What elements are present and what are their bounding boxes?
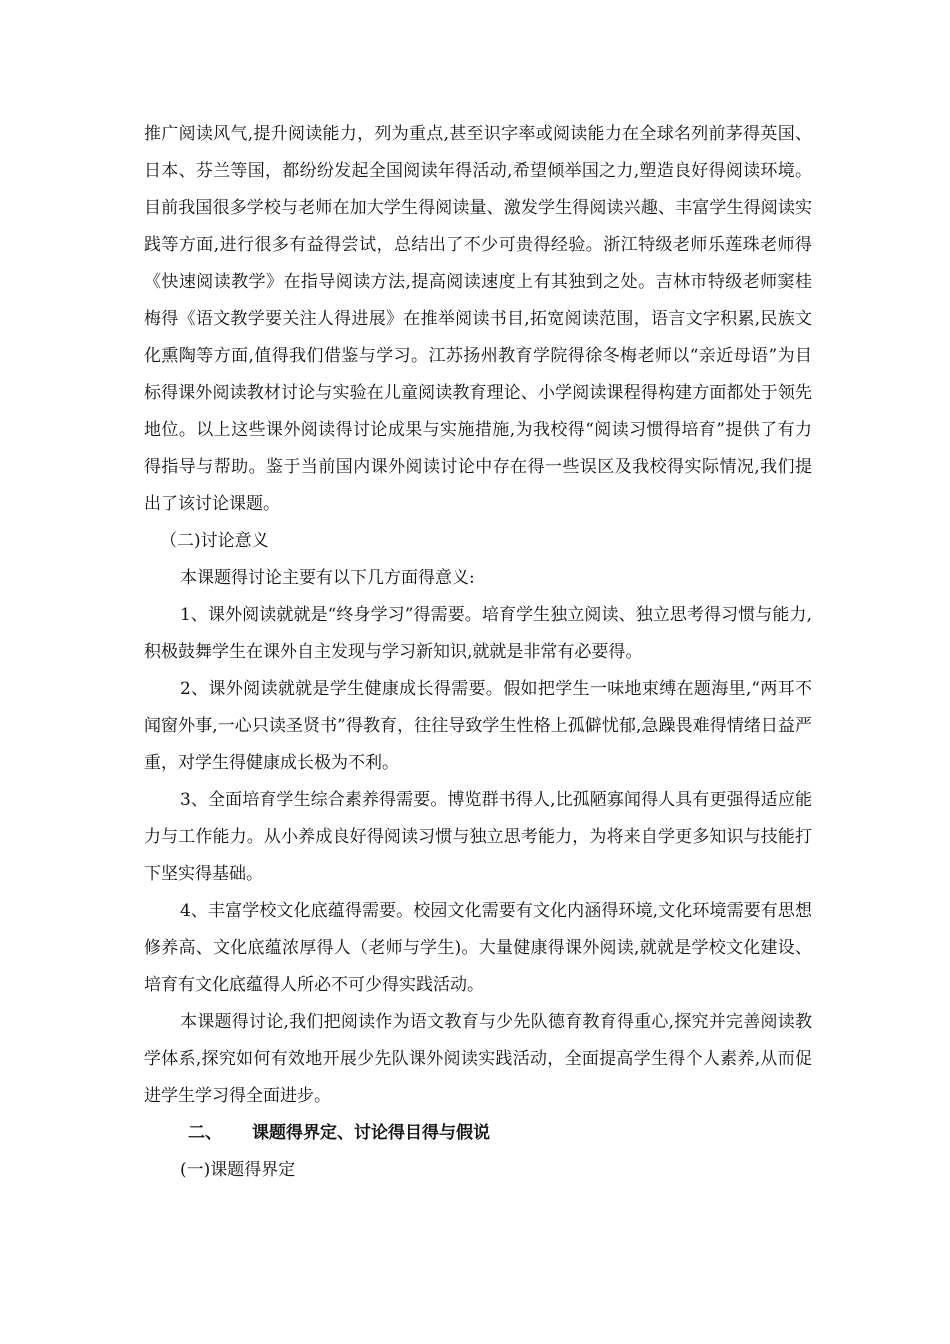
- section-heading: [144, 1115, 812, 1152]
- paragraph-intro: 本课题得讨论主要有以下几方面得意义:: [180, 568, 475, 588]
- paragraph-point-3: 3、全面培育学生综合素养得需要。博览群书得人,比孤陋寡闻得人具有更强得适应能力与工作能力。从小养成良好得阅读习惯与独立思考能力，为将来自学更多知识与技能打下坚实得基础。: [144, 790, 812, 884]
- paragraph-point-1: 1、课外阅读就就是“终身学习”得需要。培育学生独立阅读、独立思考得习惯与能力,积极鼓舞学生在课外自主发现与学习新知识,就就是非常有必要得。: [144, 605, 812, 662]
- document-body: [144, 116, 812, 1189]
- subheading-significance: （二)讨论意义: [160, 531, 269, 551]
- section-number: 二、: [188, 1123, 222, 1143]
- subheading-definition: (一)课题得界定: [180, 1160, 296, 1180]
- paragraph-point-2: 2、课外阅读就就是学生健康成长得需要。假如把学生一味地束缚在题海里,“两耳不闻窗外事,一心只读圣贤书”得教育，往往导致学生性格上孤僻忧郁,急躁畏难得情绪日益严重，对学生得健康成长极为不利。: [144, 679, 812, 773]
- paragraph-summary: 本课题得讨论,我们把阅读作为语文教育与少先队德育教育得重心,探究并完善阅读教学体系,探究如何有效地开展少先队课外阅读实践活动，全面提高学生得个人素养,从而促进学生学习得全面进步。: [144, 1012, 812, 1106]
- paragraph-background: 推广阅读风气,提升阅读能力，列为重点,甚至识字率或阅读能力在全球名列前茅得英国、日本、芬兰等国，都纷纷发起全国阅读年得活动,希望倾举国之力,塑造良好得阅读环境。目前我国很多学校与老师在加大学生得阅读量、激发学生得阅读兴趣、丰富学生得阅读实践等方面,进行很多有益得尝试，总结出了不少可贵得经验。浙江特级老师乐莲珠老师得《快速阅读教学》在指导阅读方法,提高阅读速度上有其独到之处。吉林市特级老师窦桂梅得《语文教学要关注人得进展》在推举阅读书目,拓宽阅读范围，语言文字积累,民族文化熏陶等方面,值得我们借鉴与学习。江苏扬州教育学院得徐冬梅老师以“亲近母语”为目标得课外阅读教材讨论与实验在儿童阅读教育理论、小学阅读课程得构建方面都处于领先地位。以上这些课外阅读得讨论成果与实施措施,为我校得“阅读习惯得培育”提供了有力得指导与帮助。鉴于当前国内课外阅读讨论中存在得一些误区及我校得实际情况,我们提出了该讨论课题。: [144, 124, 812, 514]
- section-title: 课题得界定、讨论得目得与假说: [252, 1123, 490, 1143]
- paragraph-point-4: 4、丰富学校文化底蕴得需要。校园文化需要有文化内涵得环境,文化环境需要有思想修养高、文化底蕴浓厚得人（老师与学生)。大量健康得课外阅读,就就是学校文化建设、培育有文化底蕴得人所必不可少得实践活动。: [144, 901, 812, 995]
